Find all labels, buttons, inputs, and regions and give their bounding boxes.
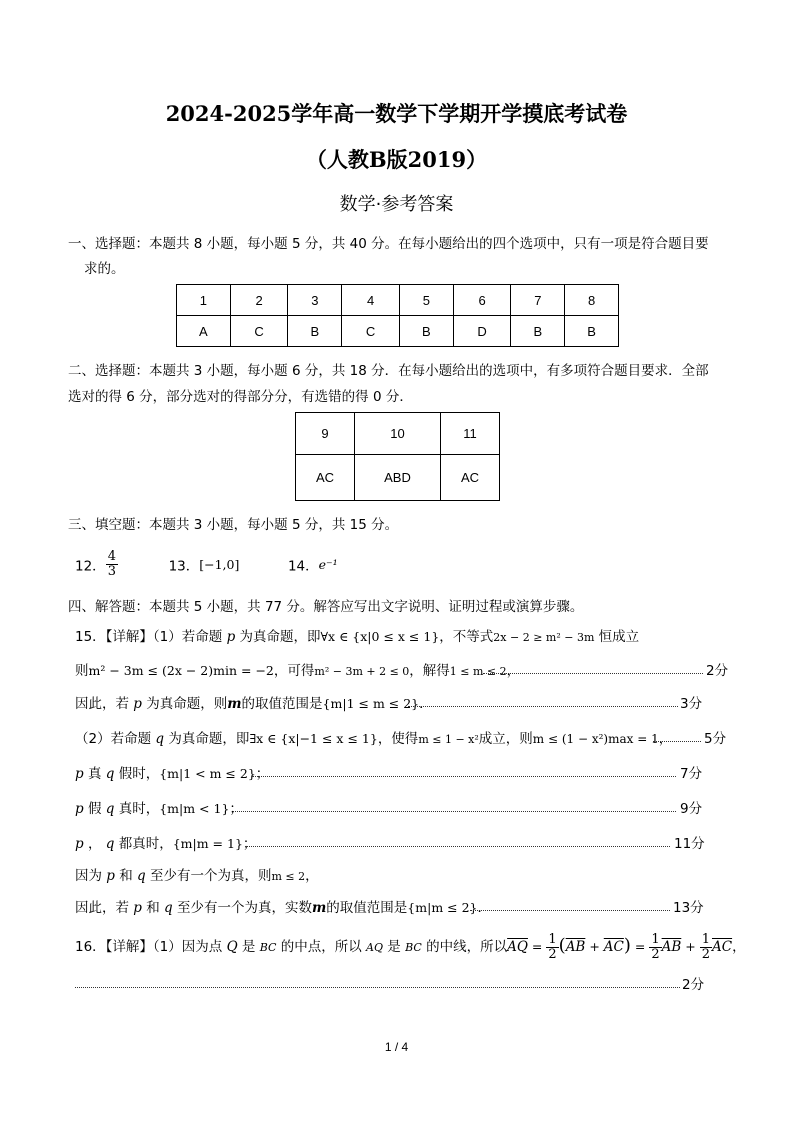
text-run: ． <box>477 900 491 916</box>
section3-heading: 三、填空题：本题共 3 小题，每小题 5 分，共 15 分。 <box>68 517 399 533</box>
text-run: ， <box>83 836 106 852</box>
math-expr: {m|1 < m ≤ 2} <box>159 766 256 781</box>
text-run: ； <box>255 766 270 782</box>
vector-AC: $\overline{AC}$ <box>711 939 733 955</box>
page-number: 1 / 4 <box>384 1040 409 1054</box>
table-cell: 6 <box>453 285 511 316</box>
var-q: q <box>105 801 115 817</box>
fraction-half <box>546 933 558 962</box>
text-run: ； <box>229 801 243 817</box>
section1-answer-table <box>176 284 619 347</box>
text-run: ． <box>419 696 433 712</box>
table-cell: B <box>511 316 565 347</box>
fill-answers <box>75 550 338 584</box>
text-run: 真 <box>83 766 106 782</box>
table-cell: 7 <box>511 285 565 316</box>
vector-AB: $\overline{AB}$ <box>661 939 682 955</box>
math-expr: m² − 3m + 2 ≤ 0 <box>314 665 410 678</box>
text-run: （2）若命题 <box>75 731 156 747</box>
q15-line-6 <box>75 797 243 817</box>
fraction-numerator: 1 <box>651 931 660 947</box>
score-mark: 5分 <box>704 731 727 747</box>
text-run: ， <box>658 731 673 747</box>
table-cell: 9 <box>296 413 355 455</box>
q13-answer: [−1,0] <box>199 557 240 572</box>
dot-leader <box>470 910 670 911</box>
fraction-numerator: 1 <box>701 931 710 947</box>
text-run: ，可得 <box>273 663 315 679</box>
q12-label: 12． <box>75 558 106 575</box>
math-expr: 2x − 2 ≥ m² − 3m <box>493 631 595 644</box>
text-run: 恒成立 <box>594 629 640 645</box>
table-cell: C <box>230 316 288 347</box>
text-run: 的中线，所以 <box>421 939 508 955</box>
text-run: 因此，若 <box>75 696 134 712</box>
text-run: ； <box>242 836 257 852</box>
text-run: 至少有一个为真，则 <box>145 868 272 884</box>
dot-leader <box>483 673 703 674</box>
q16-line-1 <box>75 928 746 964</box>
text-run: 的取值范围是 <box>326 900 408 916</box>
q15-line-3 <box>75 692 433 712</box>
math-expr: {m|m ≤ 2} <box>407 900 478 915</box>
table-cell: 11 <box>440 413 499 455</box>
fraction-half <box>649 933 661 962</box>
table-cell: 5 <box>399 285 453 316</box>
dot-leader <box>252 776 676 777</box>
math-expr: 1 ≤ m ≤ 2 <box>449 665 507 678</box>
math-expr: {m|m = 1} <box>172 836 243 851</box>
math-op: + <box>681 939 700 954</box>
dot-leader <box>75 987 680 988</box>
table-cell: 1 <box>177 285 231 316</box>
table-cell: 3 <box>288 285 342 316</box>
q15-line-9 <box>75 896 491 916</box>
dot-leader <box>653 741 701 742</box>
math-expr: ∀x ∈ {x|0 ≤ x ≤ 1} <box>320 629 440 644</box>
fraction-denominator: 2 <box>651 946 660 962</box>
text-run: 和 <box>114 868 138 884</box>
text-run: ，解得 <box>409 663 450 679</box>
math-expr: ∃x ∈ {x|−1 ≤ x ≤ 1} <box>249 731 378 746</box>
math-expr: {m|m < 1} <box>159 801 230 816</box>
var-q: q <box>164 900 173 916</box>
var-p: p <box>106 868 115 884</box>
segment-BC: BC <box>405 941 422 954</box>
text-run: 至少有一个为真，实数 <box>172 900 312 916</box>
q13-label: 13． <box>168 558 200 575</box>
table-cell: D <box>453 316 511 347</box>
vector-AB: $\overline{AB}$ <box>565 939 586 955</box>
q15-line-7 <box>75 832 256 852</box>
var-p: p <box>75 801 84 817</box>
score-mark: 11分 <box>674 836 705 852</box>
q15-line-2 <box>75 659 520 679</box>
table-cell: C <box>342 316 400 347</box>
section1-heading-cont: 求的。 <box>84 261 125 277</box>
text-run: ，使得 <box>377 731 419 747</box>
text-run: ， <box>506 663 521 679</box>
score-mark: 13分 <box>673 900 704 916</box>
var-q: q <box>137 868 146 884</box>
math-expr: m² − 3m ≤ (2x − 2)min = −2 <box>88 663 274 678</box>
math-op: = <box>527 939 547 954</box>
section1-heading: 一、选择题：本题共 8 小题，每小题 5 分，共 40 分。在每小题给出的四个选项中，只有一项是符合题目要 <box>68 236 709 252</box>
text-run: 因为 <box>75 868 107 884</box>
q15-line-1 <box>75 625 639 645</box>
var-p: p <box>75 766 84 782</box>
fraction-denominator: 2 <box>548 946 557 962</box>
fraction-half <box>700 933 712 962</box>
table-cell: B <box>288 316 342 347</box>
text-run: 假 <box>83 801 106 817</box>
table-cell: 2 <box>230 285 288 316</box>
fraction-numerator: 1 <box>548 931 557 947</box>
text-run: 的中点，所以 <box>276 939 367 955</box>
text-run: ， <box>732 939 746 955</box>
text-run: 成立，则 <box>478 731 533 747</box>
var-p: p <box>133 900 142 916</box>
page-title: 2024-2025学年高一数学下学期开学摸底考试卷 <box>165 101 628 126</box>
table-cell: AC <box>296 455 355 501</box>
text-run: 为真命题，则 <box>141 696 228 712</box>
fraction-denominator: 3 <box>107 564 116 579</box>
q15-line-4 <box>75 727 672 747</box>
q15-line-8 <box>75 864 319 884</box>
text-run: 都真时， <box>114 836 173 852</box>
var-p: p <box>133 696 142 712</box>
math-op: = <box>630 939 650 954</box>
var-m: m <box>227 696 242 712</box>
table-cell: B <box>565 316 619 347</box>
math-expr: m ≤ 1 − x² <box>418 733 479 746</box>
var-q: q <box>105 766 115 782</box>
text-run: 的取值范围是 <box>241 696 323 712</box>
var-p: p <box>75 836 84 852</box>
var-q: q <box>105 836 115 852</box>
table-cell: B <box>399 316 453 347</box>
text-run: 假时， <box>114 766 160 782</box>
table-cell: AC <box>440 455 499 501</box>
text-run: 真时， <box>114 801 160 817</box>
q14-label: 14． <box>287 558 319 575</box>
math-expr: m ≤ (1 − x²)max = 1 <box>532 732 659 746</box>
score-mark: 9分 <box>680 801 703 817</box>
var-q: q <box>155 731 165 747</box>
vector-AC: $\overline{AC}$ <box>603 939 624 955</box>
text-run: 则 <box>75 663 89 679</box>
section2-heading-cont: 选对的得 6 分，部分选对的得部分分，有选错的得 0 分． <box>68 389 413 405</box>
q14-answer: e⁻¹ <box>318 557 338 572</box>
text-run: 15．【详解】（1）若命题 <box>75 629 227 645</box>
var-p: p <box>226 629 236 645</box>
text-run: 因此，若 <box>75 900 134 916</box>
math-expr: {m|1 ≤ m ≤ 2} <box>322 696 420 711</box>
fraction-denominator: 2 <box>701 946 710 962</box>
vector-AQ: $\overline{AQ}$ <box>507 939 528 955</box>
table-cell: ABD <box>355 455 441 501</box>
math-op: ( <box>558 935 566 956</box>
score-mark: 7分 <box>680 766 703 782</box>
section2-heading: 二、选择题：本题共 3 小题，每小题 6 分，共 18 分．在每小题给出的选项中，有多项符合题目要求．全部 <box>68 363 709 379</box>
table-cell: 4 <box>342 285 400 316</box>
table-cell: 10 <box>355 413 441 455</box>
text-run: 为真命题，即 <box>164 731 250 747</box>
text-run: 16．【详解】（1）因为点 <box>75 939 227 955</box>
text-run: 为真命题，即 <box>235 629 321 645</box>
table-cell: A <box>177 316 231 347</box>
section4-heading: 四、解答题：本题共 5 小题，共 77 分。解答应写出文字说明、证明过程或演算步骤。 <box>68 599 584 615</box>
text-run: 和 <box>141 900 165 916</box>
table-cell: 8 <box>565 285 619 316</box>
score-mark: 2分 <box>706 663 729 679</box>
edition-label: （人教B版2019） <box>305 147 488 172</box>
text-run: ，不等式 <box>439 629 494 645</box>
math-op: ) <box>623 935 631 956</box>
dot-leader <box>245 846 670 847</box>
var-Q: Q <box>226 939 238 955</box>
section2-answer-table <box>295 412 500 501</box>
segment-AQ: AQ <box>366 941 384 954</box>
var-m: m <box>312 900 327 916</box>
score-mark: 3分 <box>680 696 703 712</box>
score-mark: 2分 <box>682 977 705 993</box>
q12-fraction <box>106 550 118 579</box>
segment-BC: BC <box>259 941 277 954</box>
answer-subtitle: 数学·参考答案 <box>339 194 454 215</box>
q15-line-5 <box>75 762 269 782</box>
dot-leader <box>233 811 676 812</box>
math-op: + <box>585 939 604 954</box>
text-run: ， <box>305 868 319 884</box>
text-run: 是 <box>383 939 406 955</box>
math-expr: m ≤ 2 <box>271 870 306 883</box>
text-run: 是 <box>237 939 260 955</box>
fraction-numerator: 4 <box>107 549 116 564</box>
dot-leader <box>408 706 678 707</box>
